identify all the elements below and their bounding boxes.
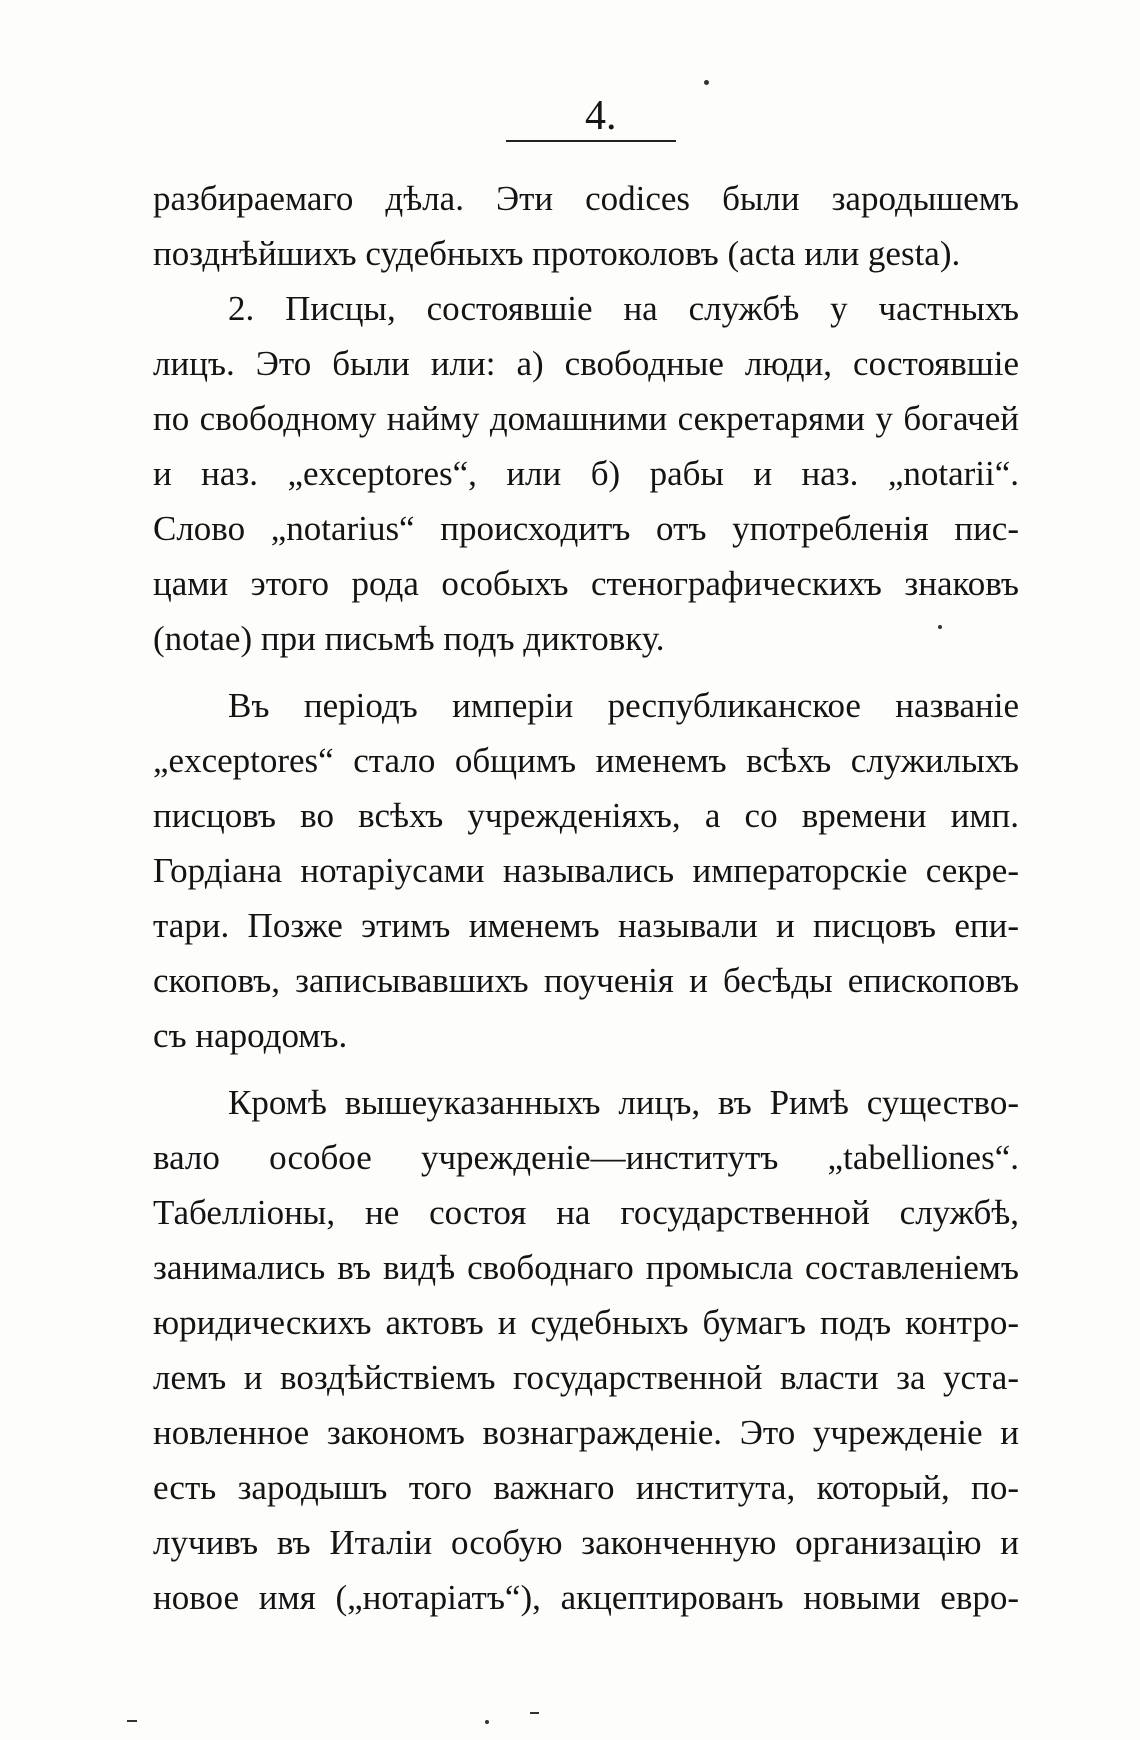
text-line: Табелліоны, не состоя на государственной службѣ, xyxy=(153,1193,1019,1232)
text-line: писцовъ во всѣхъ учрежденіяхъ, а со времени имп. xyxy=(153,796,1019,835)
text-line: съ народомъ. xyxy=(153,1016,348,1055)
speck xyxy=(127,1720,137,1722)
speck xyxy=(704,80,709,85)
text-line: цами этого рода особыхъ стенографическихъ знаковъ xyxy=(153,564,1019,603)
text-line: позднѣйшихъ судебныхъ протоколовъ (acta или gesta). xyxy=(153,234,961,273)
text-line: тари. Позже этимъ именемъ называли и писцовъ епи- xyxy=(153,906,1019,945)
text-line: (notae) при письмѣ подъ диктовку. xyxy=(153,619,665,658)
paragraph-spacer xyxy=(153,666,1019,678)
header-rule xyxy=(506,140,676,142)
paragraph-spacer xyxy=(153,1063,1019,1075)
text-line: лучивъ въ Италіи особую законченную организацію и xyxy=(153,1523,1019,1562)
text-line: есть зародышъ того важнаго института, который, по- xyxy=(153,1468,1019,1507)
text-line: Кромѣ вышеуказанныхъ лицъ, въ Римѣ существо- xyxy=(228,1083,1019,1122)
text-line: новленное закономъ вознагражденіе. Это учрежденіе и xyxy=(153,1413,1019,1452)
text-line: Слово „notarius“ происходитъ отъ употребленія пис- xyxy=(153,509,1019,548)
text-line: Гордіана нотаріусами назывались императорскіе секре- xyxy=(153,851,1019,890)
text-line: занимались въ видѣ свободнаго промысла составленіемъ xyxy=(153,1248,1019,1287)
text-line: скоповъ, записывавшихъ поученія и бесѣды епископовъ xyxy=(153,961,1019,1000)
text-line: по свободному найму домашними секретарями у богачей xyxy=(153,399,1019,438)
body-text xyxy=(153,171,1019,1625)
text-line: 2. Писцы, состоявшіе на службѣ у частныхъ xyxy=(228,289,1019,328)
speck xyxy=(485,1720,489,1724)
paragraph-3 xyxy=(153,678,1019,1063)
text-line: „exceptores“ стало общимъ именемъ всѣхъ служилыхъ xyxy=(153,741,1019,780)
speck xyxy=(938,625,942,629)
page-number: 4. xyxy=(585,93,617,139)
text-line: разбираемаго дѣла. Эти codices были зародышемъ xyxy=(153,179,1019,218)
speck xyxy=(530,1712,539,1714)
paragraph-1 xyxy=(153,171,1019,281)
text-line: новое имя („нотаріатъ“), акцептированъ новыми евро- xyxy=(153,1578,1019,1617)
text-line: Въ періодъ имперіи республиканское названіе xyxy=(228,686,1019,725)
text-line: и наз. „exceptores“, или б) рабы и наз. „notarii“. xyxy=(153,454,1019,493)
text-line: юридическихъ актовъ и судебныхъ бумагъ подъ контро- xyxy=(153,1303,1019,1342)
paragraph-4 xyxy=(153,1075,1019,1625)
text-line: лицъ. Это были или: а) свободные люди, состоявшіе xyxy=(153,344,1019,383)
text-line: лемъ и воздѣйствіемъ государственной власти за уста- xyxy=(153,1358,1019,1397)
text-line: вало особое учрежденіе—институтъ „tabelliones“. xyxy=(153,1138,1019,1177)
paragraph-2 xyxy=(153,281,1019,666)
